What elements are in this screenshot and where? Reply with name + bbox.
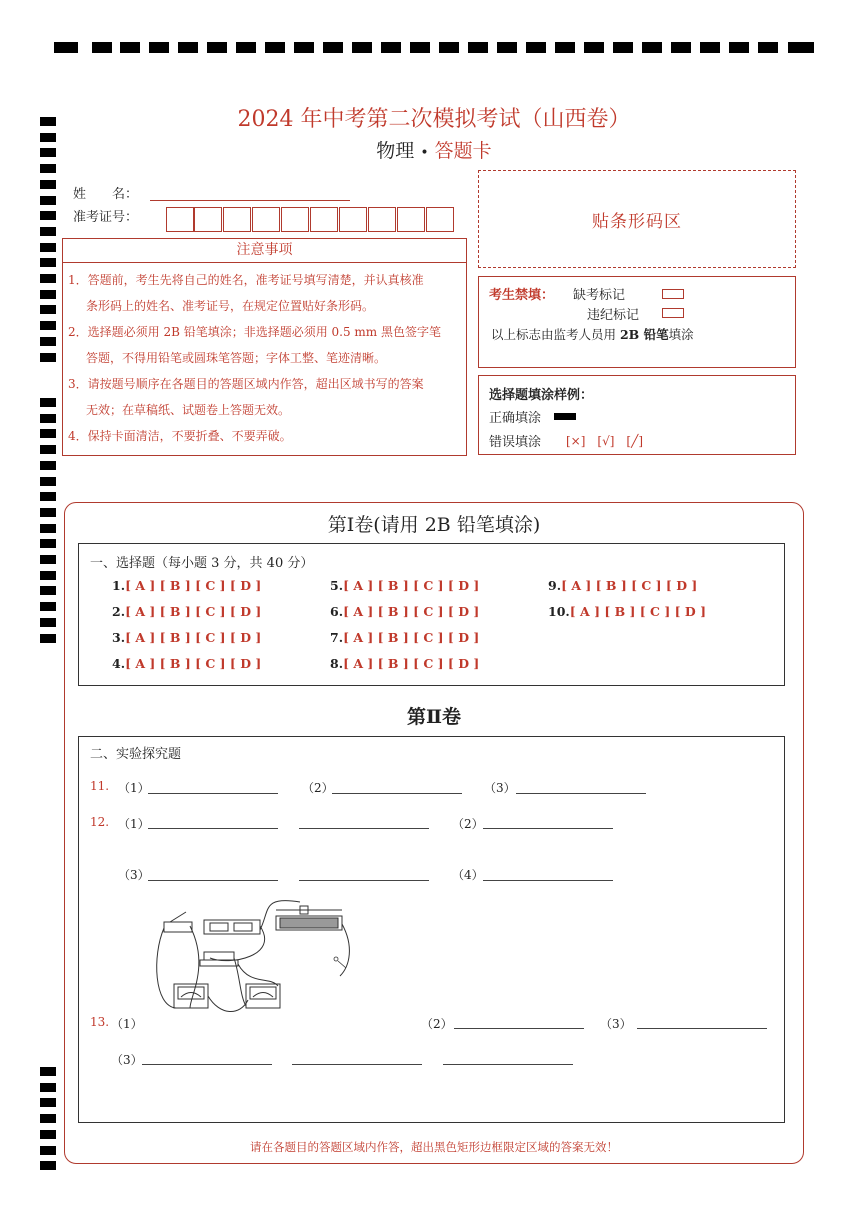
choice-question-row[interactable]	[112, 604, 261, 619]
timing-mark	[410, 42, 430, 53]
wrong-fill-marks: [×] [√] [╱]	[566, 434, 644, 448]
q12-part3-answer-line[interactable]	[148, 880, 278, 881]
id-cell[interactable]	[194, 207, 222, 232]
subject-label: 物理	[376, 140, 415, 162]
id-cell[interactable]	[166, 207, 194, 232]
timing-mark	[92, 42, 112, 53]
choice-options[interactable]: [ A ] [ B ] [ C ] [ D ]	[125, 630, 262, 645]
timing-mark	[497, 42, 517, 53]
q13-part3b-answer-line[interactable]	[142, 1064, 272, 1065]
choice-question-row[interactable]	[330, 656, 479, 671]
id-cell[interactable]	[252, 207, 280, 232]
q13-part1-label: （1）	[111, 1017, 143, 1031]
timing-mark	[468, 42, 488, 53]
id-cell[interactable]	[397, 207, 425, 232]
correct-fill-mark	[554, 413, 576, 420]
timing-mark	[40, 555, 56, 564]
q13-part2-answer-line[interactable]	[454, 1028, 584, 1029]
q12-part1-label: （1）	[118, 817, 150, 831]
id-label: 准考证号：	[73, 210, 139, 225]
q13-part3b-answer-line-3[interactable]	[443, 1064, 573, 1065]
id-cell[interactable]	[281, 207, 309, 232]
choice-section-title: 一、选择题（每小题 3 分，共 40 分）	[90, 556, 314, 571]
choice-question-row[interactable]	[330, 578, 479, 593]
barcode-area	[478, 170, 796, 268]
timing-mark	[40, 634, 56, 643]
id-cell[interactable]	[426, 207, 454, 232]
choice-question-number: 10.	[548, 604, 570, 619]
q12-part2-answer-line[interactable]	[483, 828, 613, 829]
choice-options[interactable]: [ A ] [ B ] [ C ] [ D ]	[561, 578, 698, 593]
part1-title: 第Ⅰ卷(请用 2B 铅笔填涂)	[327, 514, 541, 536]
notice-header	[62, 238, 467, 263]
footer-warning: 请在各题目的答题区域内作答，超出黑色矩形边框限定区域的答案无效！	[250, 1140, 618, 1154]
timing-mark	[40, 180, 56, 189]
choice-options[interactable]: [ A ] [ B ] [ C ] [ D ]	[125, 656, 262, 671]
timing-mark	[40, 477, 56, 486]
choice-question-number: 9.	[548, 578, 562, 593]
choice-question-number: 6.	[330, 604, 344, 619]
q11-part3-answer-line[interactable]	[516, 793, 646, 794]
timing-mark	[40, 353, 56, 362]
choice-question-number: 1.	[112, 578, 126, 593]
timing-mark	[40, 398, 56, 407]
q13-part3b-answer-line-2[interactable]	[292, 1064, 422, 1065]
timing-mark	[40, 1130, 56, 1139]
timing-mark	[40, 1161, 56, 1170]
timing-mark	[40, 445, 56, 454]
q11-part2-label: （2）	[302, 781, 334, 795]
choice-question-number: 5.	[330, 578, 344, 593]
timing-mark	[40, 586, 56, 595]
timing-mark	[40, 290, 56, 299]
timing-mark	[294, 42, 314, 53]
timing-mark	[555, 42, 575, 53]
absent-checkbox[interactable]	[662, 289, 684, 299]
timing-mark	[729, 42, 749, 53]
timing-mark	[40, 618, 56, 627]
q11-part3-label: （3）	[484, 781, 516, 795]
q11-part2-answer-line[interactable]	[332, 793, 462, 794]
q12-part4-answer-line[interactable]	[483, 880, 613, 881]
choice-question-row[interactable]	[112, 578, 261, 593]
notice-title: 注意事项	[236, 242, 293, 258]
notice-item: 1．答题前，考生先将自己的姓名，准考证号填写清楚，并认真核准	[68, 273, 424, 287]
timing-mark	[178, 42, 198, 53]
violation-label: 违纪标记	[587, 308, 640, 323]
timing-mark	[236, 42, 256, 53]
wrong-fill-label: 错误填涂	[489, 435, 542, 450]
timing-mark	[584, 42, 604, 53]
timing-mark	[40, 492, 56, 501]
timing-mark	[671, 42, 691, 53]
timing-mark	[40, 539, 56, 548]
notice-item: 3．请按题号顺序在各题目的答题区域内作答，超出区域书写的答案	[68, 377, 424, 391]
timing-mark	[40, 571, 56, 580]
timing-mark	[40, 305, 56, 314]
notice-item: 4．保持卡面清洁，不要折叠、不要弄破。	[68, 429, 292, 443]
q13-number: 13.	[90, 1015, 110, 1029]
timing-mark	[40, 602, 56, 611]
q11-part1-label: （1）	[118, 781, 150, 795]
timing-mark	[40, 274, 56, 283]
q13-part3-answer-line[interactable]	[637, 1028, 767, 1029]
violation-checkbox[interactable]	[662, 308, 684, 318]
note-bold: 2B 铅笔	[619, 327, 669, 342]
timing-mark	[758, 42, 778, 53]
barcode-label: 贴条形码区	[592, 212, 682, 232]
timing-mark	[40, 164, 56, 173]
timing-mark	[40, 243, 56, 252]
q13-part2-label: （2）	[421, 1017, 453, 1031]
timing-mark	[40, 1114, 56, 1123]
choice-question-number: 8.	[330, 656, 344, 671]
choice-question-number: 7.	[330, 630, 344, 645]
note-suffix: 填涂	[668, 327, 694, 342]
choice-question-row[interactable]	[548, 578, 697, 593]
timing-mark	[613, 42, 633, 53]
separator-dot: •	[420, 145, 429, 161]
choice-question-number: 3.	[112, 630, 126, 645]
q11-number: 11.	[90, 779, 110, 793]
notice-item: 条形码上的姓名、准考证号，在规定位置贴好条形码。	[86, 299, 375, 313]
choice-question-number: 4.	[112, 656, 126, 671]
q12-part4-label: （4）	[452, 868, 484, 882]
choice-options[interactable]: [ A ] [ B ] [ C ] [ D ]	[343, 578, 480, 593]
timing-mark	[265, 42, 285, 53]
choice-options[interactable]: [ A ] [ B ] [ C ] [ D ]	[569, 604, 706, 619]
choice-options[interactable]: [ A ] [ B ] [ C ] [ D ]	[125, 604, 262, 619]
id-cell[interactable]	[310, 207, 338, 232]
timing-mark	[207, 42, 227, 53]
notice-item: 无效；在草稿纸、试题卷上答题无效。	[86, 403, 291, 417]
part2-title: 第Ⅱ卷	[406, 706, 461, 728]
timing-mark	[526, 42, 546, 53]
q11-part1-answer-line[interactable]	[148, 793, 278, 794]
circuit-diagram[interactable]	[150, 896, 360, 1018]
timing-mark	[642, 42, 662, 53]
forbidden-label: 考生禁填：	[489, 288, 555, 303]
experiment-section-title: 二、实验探究题	[90, 747, 182, 762]
timing-mark	[40, 1083, 56, 1092]
q13-part3-label: （3）	[600, 1017, 632, 1031]
choice-question-row[interactable]	[330, 630, 479, 645]
notice-item: 答题，不得用铅笔或圆珠笔答题；字体工整、笔迹清晰。	[86, 351, 387, 365]
q13-part3b-label: （3）	[111, 1053, 143, 1067]
choice-options[interactable]: [ A ] [ B ] [ C ] [ D ]	[343, 656, 480, 671]
choice-options[interactable]: [ A ] [ B ] [ C ] [ D ]	[343, 630, 480, 645]
timing-mark	[323, 42, 343, 53]
exam-title: 2024 年中考第二次模拟考试（山西卷）	[237, 107, 631, 132]
timing-mark	[40, 321, 56, 330]
timing-mark	[40, 461, 56, 470]
q12-part1-answer-line-2[interactable]	[299, 828, 429, 829]
id-cell[interactable]	[368, 207, 396, 232]
timing-mark	[788, 42, 814, 53]
timing-mark	[40, 227, 56, 236]
choice-question-row[interactable]	[112, 656, 261, 671]
timing-mark	[40, 196, 56, 205]
timing-mark	[40, 414, 56, 423]
timing-mark	[381, 42, 401, 53]
choice-options[interactable]: [ A ] [ B ] [ C ] [ D ]	[343, 604, 480, 619]
q12-part3-label: （3）	[118, 868, 150, 882]
name-input-line[interactable]	[150, 200, 350, 201]
timing-mark	[149, 42, 169, 53]
q12-part2-label: （2）	[452, 817, 484, 831]
timing-mark	[40, 1067, 56, 1076]
name-label: 姓 名：	[73, 187, 139, 202]
id-cell[interactable]	[223, 207, 251, 232]
choice-question-row[interactable]	[548, 604, 706, 619]
notice-item: 2．选择题必须用 2B 铅笔填涂；非选择题必须用 0.5 mm 黑色签字笔	[68, 325, 442, 339]
forbidden-note	[491, 325, 694, 343]
card-type-label: 答题卡	[434, 140, 492, 162]
id-cell[interactable]	[339, 207, 367, 232]
timing-mark	[40, 211, 56, 220]
choice-options[interactable]: [ A ] [ B ] [ C ] [ D ]	[125, 578, 262, 593]
q12-part3-answer-line-2[interactable]	[299, 880, 429, 881]
choice-question-number: 2.	[112, 604, 126, 619]
timing-mark	[439, 42, 459, 53]
note-prefix: 以上标志由监考人员用	[491, 327, 620, 342]
q12-number: 12.	[90, 815, 110, 829]
card-subtitle	[0, 136, 868, 163]
choice-question-row[interactable]	[112, 630, 261, 645]
choice-question-row[interactable]	[330, 604, 479, 619]
timing-mark	[120, 42, 140, 53]
correct-fill-label: 正确填涂	[489, 411, 542, 426]
fill-example-title: 选择题填涂样例：	[489, 388, 594, 403]
absent-label: 缺考标记	[573, 288, 626, 303]
q12-part1-answer-line[interactable]	[148, 828, 278, 829]
timing-mark	[40, 258, 56, 267]
timing-mark	[40, 1098, 56, 1107]
timing-mark	[40, 429, 56, 438]
switch-icon	[164, 922, 192, 932]
timing-mark	[352, 42, 372, 53]
timing-mark	[700, 42, 720, 53]
timing-mark	[54, 42, 78, 53]
timing-mark	[40, 337, 56, 346]
